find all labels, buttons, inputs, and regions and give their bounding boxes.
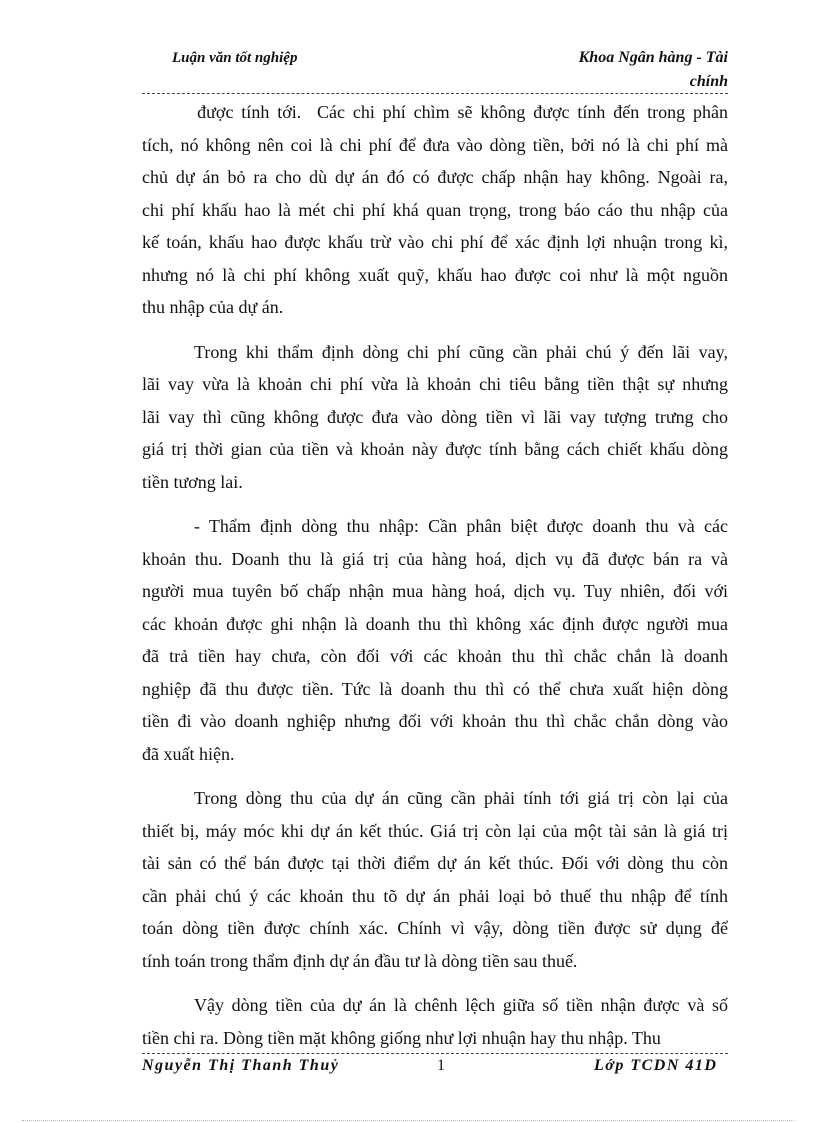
text-line: đã trả tiền hay chưa, còn đối với các khoản thu thì chắc chắn là doanh — [142, 646, 728, 666]
footer-author: Nguyễn Thị Thanh Thuỷ — [142, 1057, 340, 1074]
paragraph-gap — [142, 770, 728, 782]
text-line: - Thẩm định dòng thu nhập: Cần phân biệt được doanh thu và các — [194, 516, 728, 536]
paragraph-2 — [142, 336, 728, 499]
text-line: chủ dự án bỏ ra cho dù dự án đó có được chấp nhận hay không. Ngoài ra, — [142, 167, 728, 187]
page-number: 1 — [437, 1057, 445, 1074]
text-line: người mua tuyên bố chấp nhận mua hàng hoá, dịch vụ. Tuy nhiên, đối với — [142, 581, 728, 601]
text-line: Trong khi thẩm định dòng chi phí cũng cần phải chú ý đến lãi vay, — [194, 341, 728, 362]
document-body — [142, 96, 728, 1054]
text-line: chi phí khấu hao là mét chi phí khá quan trọng, trong báo cáo thu nhập của — [142, 199, 728, 220]
text-line: lãi vay thì cũng không được đưa vào dòng tiền vì lãi vay tượng trưng cho — [142, 406, 728, 427]
text-line: các khoản được ghi nhận là doanh thu thì không xác định được người mua — [142, 613, 728, 634]
footer-class: Lớp TCDN 41D — [594, 1057, 718, 1074]
text-line: nghiệp đã thu được tiền. Tức là doanh thu thì có thể chưa xuất hiện dòng — [142, 678, 728, 699]
paragraph-5 — [142, 989, 728, 1054]
text-line: tài sản có thể bán được tại thời điểm dự án kết thúc. Đối với dòng thu còn — [142, 853, 728, 873]
paragraph-3 — [142, 510, 728, 770]
header-thesis-title: Luận văn tốt nghiệp — [172, 50, 298, 66]
text-line: tiền tương lai. — [142, 471, 243, 492]
text-line: tiền chi ra. Dòng tiền mặt không giống như lợi nhuận hay thu nhập. Thu — [142, 1027, 661, 1048]
header-divider — [142, 93, 728, 94]
text-line: kế toán, khấu hao được khấu trừ vào chi phí để xác định lợi nhuận trong kì, — [142, 232, 728, 252]
text-line: Trong dòng thu của dự án cũng cần phải tính tới giá trị còn lại của — [194, 788, 728, 808]
page-boundary — [22, 1120, 794, 1121]
paragraph-1 — [142, 96, 728, 324]
text-line: khoản thu. Doanh thu là giá trị của hàng hoá, dịch vụ đã được bán ra và — [142, 548, 728, 569]
text-line: Vậy dòng tiền của dự án là chênh lệch giữa số tiền nhận được và số — [194, 995, 728, 1015]
text-line: tiền đi vào doanh nghiệp nhưng đối với khoản thu thì chắc chắn dòng vào — [142, 711, 728, 731]
text-line: tính toán trong thẩm định dự án đầu tư là dòng tiền sau thuế. — [142, 950, 578, 971]
text-line: tích, nó không nên coi là chi phí để đưa vào dòng tiền, bởi nó là chi phí mà — [142, 134, 728, 155]
text-line: giá trị thời gian của tiền và khoản này được tính bằng cách chiết khấu dòng — [142, 439, 728, 459]
text-line: thiết bị, máy móc khi dự án kết thúc. Giá trị còn lại của một tài sản là giá trị — [142, 820, 728, 841]
header-faculty — [560, 46, 728, 94]
text-line: được tính tới. Các chi phí chìm sẽ không được tính đến trong phân — [142, 102, 728, 122]
text-line: nhưng nó là chi phí không xuất quỹ, khấu hao được coi như là một nguồn — [142, 264, 728, 285]
footer-divider — [142, 1053, 728, 1054]
text-line: toán dòng tiền được chính xác. Chính vì vậy, dòng tiền được sử dụng để — [142, 918, 728, 938]
paragraph-gap — [142, 324, 728, 336]
paragraph-gap — [142, 977, 728, 989]
text-line: lãi vay vừa là khoản chi phí vừa là khoản chi tiêu bằng tiền thật sự nhưng — [142, 374, 728, 394]
header-faculty-line-1: Khoa Ngân hàng - Tài — [578, 49, 728, 66]
text-line: cần phải chú ý các khoản thu tõ dự án phải loại bỏ thuế thu nhập để tính — [142, 885, 728, 906]
paragraph-gap — [142, 498, 728, 510]
text-line: đã xuất hiện. — [142, 743, 235, 764]
text-line: thu nhập của dự án. — [142, 297, 284, 317]
header-faculty-line-2: chính — [689, 73, 728, 90]
paragraph-4 — [142, 782, 728, 977]
